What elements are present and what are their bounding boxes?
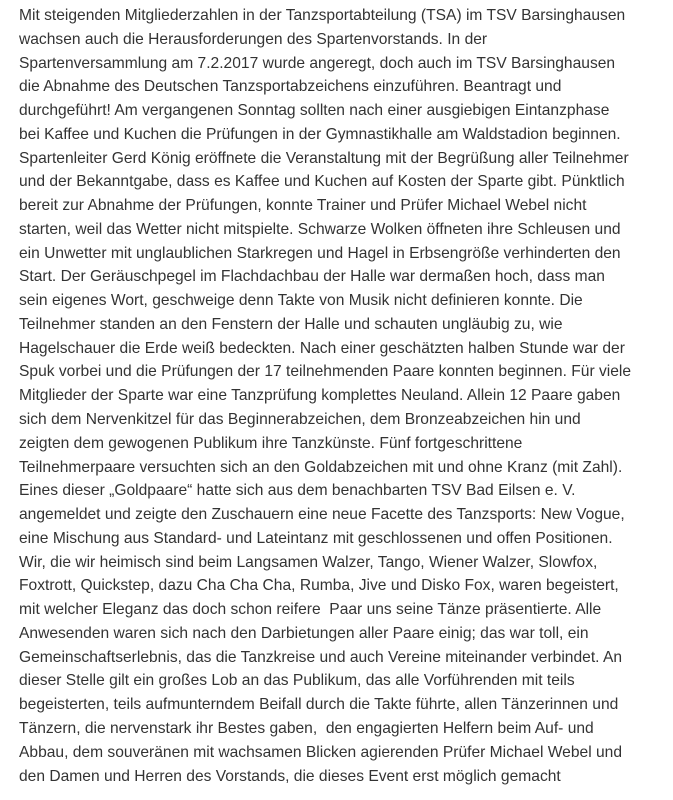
article-line: dieser Stelle gilt ein großes Lob an das Publikum, das alle Vorführenden mit teils [19, 672, 575, 690]
article-line: zeigten dem gewogenen Publikum ihre Tanzkünste. Fünf fortgeschrittene [19, 434, 523, 452]
article-line: Abbau, dem souveränen mit wachsamen Blicken agierenden Prüfer Michael Webel und [19, 743, 623, 761]
article-line: angemeldet und zeigte den Zuschauern eine neue Facette des Tanzsports: New Vogue, [19, 506, 625, 524]
article-line: starten, weil das Wetter nicht mitspielte. Schwarze Wolken öffneten ihre Schleusen und [19, 220, 621, 238]
article-line: und der Bekanntgabe, dass es Kaffee und Kuchen auf Kosten der Sparte gibt. Pünktlich [19, 173, 625, 191]
article-line: Spartenversammlung am 7.2.2017 wurde angeregt, doch auch im TSV Barsinghausen [19, 54, 616, 72]
article-line: Wir, die wir heimisch sind beim Langsamen Walzer, Tango, Wiener Walzer, Slowfox, [19, 553, 598, 571]
article-line: sein eigenes Wort, geschweige denn Takte von Musik nicht definieren konnte. Die [19, 292, 583, 310]
article-line: Teilnehmer standen an den Fenstern der Halle und schauten ungläubig zu, wie [19, 315, 563, 333]
article-line: durchgeführt! Am vergangenen Sonntag sollten nach einer ausgiebigen Eintanzphase [19, 102, 610, 120]
article-line: mit welcher Eleganz das doch schon reifere Paar uns seine Tänze präsentierte. Alle [19, 601, 602, 619]
article-line: die Abnahme des Deutschen Tanzsportabzeichens einzuführen. Beantragt und [19, 78, 562, 96]
article-line: Tänzern, die nervenstark ihr Bestes gaben, den engagierten Helfern beim Auf- und [19, 719, 594, 737]
article-line: Gemeinschaftserlebnis, das die Tanzkreise und auch Vereine miteinander verbindet. An [19, 648, 623, 666]
article-line: Start. Der Geräuschpegel im Flachdachbau der Halle war dermaßen hoch, dass man [19, 268, 605, 286]
article-line: wachsen auch die Herausforderungen des Spartenvorstands. In der [19, 30, 488, 48]
article-line: eine Mischung aus Standard- und Lateintanz mit geschlossenen und offen Positionen. [19, 529, 613, 547]
article-line: ein Unwetter mit unglaublichen Starkregen und Hagel in Erbsengröße verhinderten den [19, 244, 621, 262]
article-line: bei Kaffee und Kuchen die Prüfungen in der Gymnastikhalle am Waldstadion beginnen. [19, 125, 621, 143]
article-line: Eines dieser „Goldpaare“ hatte sich aus dem benachbarten TSV Bad Eilsen e. V. [19, 482, 576, 500]
article-line: Anwesenden waren sich nach den Darbietungen aller Paare einig; das war toll, ein [19, 624, 589, 642]
article-line: Teilnehmerpaare versuchten sich an den Goldabzeichen mit und ohne Kranz (mit Zahl). [19, 458, 623, 476]
article-line: Foxtrott, Quickstep, dazu Cha Cha Cha, Rumba, Jive und Disko Fox, waren begeistert, [19, 577, 619, 595]
article-line: Spartenleiter Gerd König eröffnete die Veranstaltung mit der Begrüßung aller Teilnehmer [19, 149, 629, 167]
article-line: bereit zur Abnahme der Prüfungen, konnte Trainer und Prüfer Michael Webel nicht [19, 197, 587, 215]
article-line: Mit steigenden Mitgliederzahlen in der Tanzsportabteilung (TSA) im TSV Barsinghausen [19, 7, 626, 24]
article-line: Mitglieder der Sparte war eine Tanzprüfung komplettes Neuland. Allein 12 Paare gaben [19, 387, 621, 405]
article-line: sich dem Nervenkitzel für das Beginnerabzeichen, dem Bronzeabzeichen hin und [19, 411, 581, 429]
article-line: Spuk vorbei und die Prüfungen der 17 teilnehmenden Paare konnten beginnen. Für viele [19, 363, 632, 381]
article-line: den Damen und Herren des Vorstands, die dieses Event erst möglich gemacht [19, 767, 561, 785]
article-text [19, 4, 669, 788]
article-line: Hagelschauer die Erde weiß bedeckten. Nach einer geschätzten halben Stunde war der [19, 339, 625, 357]
article-line: begeisterten, teils aufmunterndem Beifall durch die Takte führte, allen Tänzerinnen und [19, 696, 619, 714]
